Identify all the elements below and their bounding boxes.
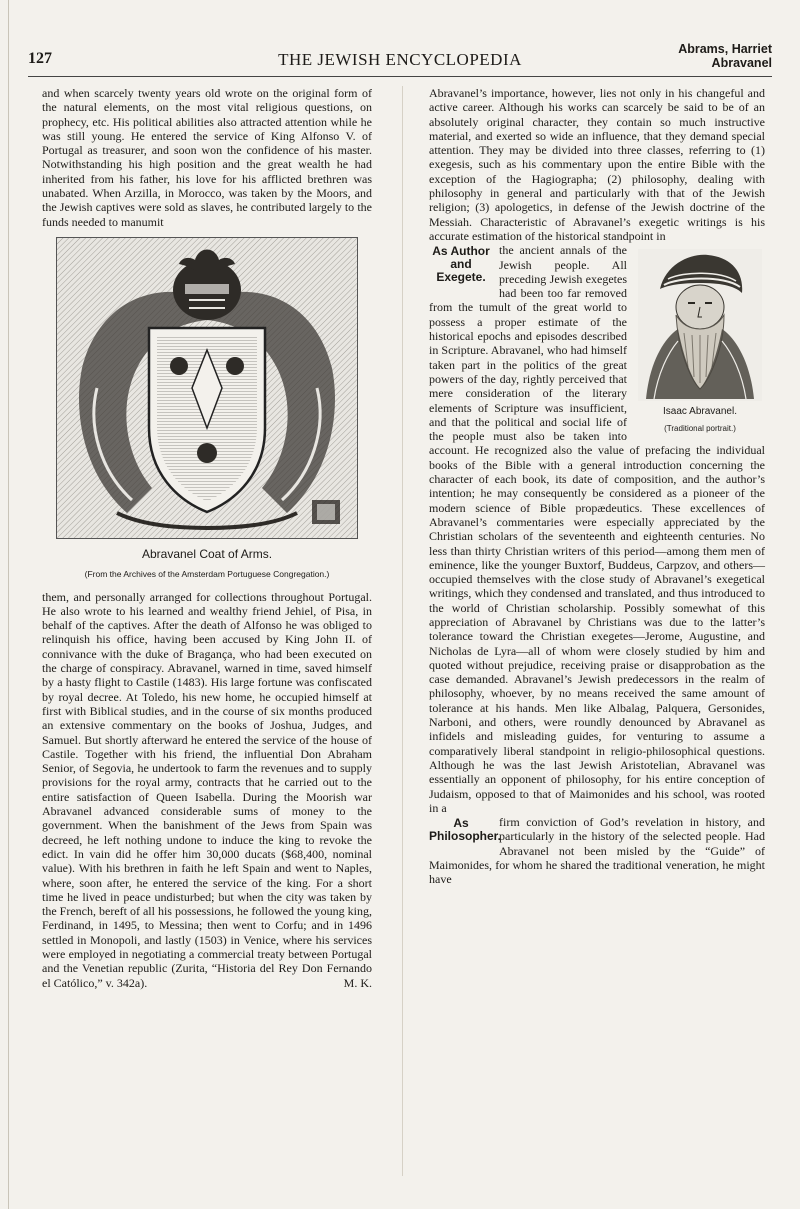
page-header <box>28 38 772 78</box>
header-rule <box>28 76 772 77</box>
author-signature: M. K. <box>343 975 372 990</box>
column-divider <box>402 86 403 1176</box>
coat-of-arms-engraving <box>57 238 357 538</box>
side-heading-philosopher: As Philosopher. <box>429 816 502 844</box>
running-head-second: Abravanel <box>711 56 772 70</box>
right-paragraph-2 <box>429 243 765 815</box>
right-paragraph-3: firm conviction of God’s revelation in history, and particularly in the history of the selected people. Had Abravanel not been misled by the “Guide” of Maimonides, for whom he shared the traditional veneration, he might have <box>429 815 765 887</box>
coat-of-arms-image <box>56 237 358 539</box>
portrait-caption: Isaac Abravanel. <box>663 406 737 418</box>
right-paragraph-2-text: the ancient annals of the Jewish people. All preceding Jewish exegetes had been too far removed from the tumult of the great world to possess a proper estimate of the historical epochs and episodes described in Scripture. Abravanel, who had himself taken part in the politics of the great powers of the day, rightly perceived that mere consideration of the literary elements of Scripture was insufficient, and that the political and social life of the people must also be taken into account. He recognized also the value of prefacing the individual books of the Bible with a general introduction concerning the character of each book, its date of composition, and the author’s intention; he may consequently be considered as a pioneer of the modern science of Bible propædeutics. These excellences of Abravanel’s commentaries were especially appreciated by the Christian scholars of the seventeenth and eighteenth centuries. No less than thirty Christian writers of this period—among them men of eminence, like the younger Buxtorf, Buddeus, Carpzov, and others—occupied themselves with the close study of Abravanel’s exegetical writings, which they condensed and translated, and thus introduced to the world of Christian scholarship. Possibly somewhat of this appreciation of Abravanel by Christians was due to the latter’s tolerance toward the Christian exegetes—Jerome, Augustine, and Nicholas de Lyra—all of whom were closely studied by him and quoted without prejudice, receiving praise or disapprobation as the case demanded. Abravanel’s Jewish predecessors in the realm of philosophy, whoever, by no means received the same amount of tolerance at his hands. Men like Albalag, Palquera, Gersonides, Narboni, and others, were roundly denounced by Abravanel as infidels and misleading guides, for venturing to assume a comparatively liberal standpoint in religio-philosophical questions. Although he was the last Jewish Aristotelian, Abravanel was essentially an opponent of philosophy, for his entire conception of Judaism, opposed to that of Maimonides and his school, was rooted in a <box>429 243 765 815</box>
portrait-credit: (Traditional portrait.) <box>664 423 736 433</box>
coat-of-arms-figure <box>42 237 372 582</box>
page-number: 127 <box>28 50 52 67</box>
left-paragraph-1: and when scarcely twenty years old wrote on the original form of the natural elements, on the most vital religious questions, on prophecy, etc. His political abilities also attracted attention while he was still young. He entered the service of King Alfonso V. of Portugal as treasurer, and soon won the confidence of his master. Notwithstanding his high position and the great wealth he had inherited from his father, his love for his afflicted brethren was unabated. When Arzilla, in Morocco, was taken by the Moors, and the Jewish captives were sold as slaves, he contributed largely to the funds needed to manumit <box>42 86 372 229</box>
coat-of-arms-caption: Abravanel Coat of Arms. <box>141 546 273 561</box>
left-paragraph-2 <box>42 590 372 990</box>
running-head <box>678 42 772 70</box>
page-gutter-line <box>8 0 9 1209</box>
portrait-engraving <box>638 249 762 401</box>
right-column <box>429 86 765 887</box>
right-paragraph-1: Abravanel’s importance, however, lies not only in his changeful and active career. Although his works can scarcely be said to be of an absolutely original character, they contain so much instructive material, and exerted so wide an influence, that they demand special attention. They may be divided into three classes, referring to (1) exegesis, such as his commentary upon the entire Bible with the exception of the Hagiographa; (2) philosophy, dealing with philosophy in general and particularly with that of the Jewish religion; (3) apologetics, in defense of the Jewish doctrine of the Messiah. Characteristic of Abravanel’s exegetic writings is his accurate estimation of the historical standpoint in <box>429 86 765 243</box>
side-heading-author-exegete: As Author and Exegete. <box>432 244 490 285</box>
left-column <box>42 86 372 990</box>
page-title: THE JEWISH ENCYCLOPEDIA <box>278 50 522 69</box>
left-paragraph-2-text: them, and personally arranged for collections throughout Portugal. He also wrote to his learned and wealthy friend Jehiel, of Pisa, in behalf of the captives. After the death of Alfonso he was obliged to relinquish his office, having been accused by King John II. of connivance with the duke of Bragança, who had been executed on the charge of conspiracy. Abravanel, warned in time, saved himself by a hasty flight to Castile (1483). His large fortune was confiscated by royal decree. At Toledo, his new home, he occupied himself at first with Biblical studies, and in the course of six months produced an extensive commentary on the books of Joshua, Judges, and Samuel. But shortly afterward he entered the service of the house of Castile. Together with his friend, the influential Don Abraham Senior, of Segovia, he undertook to farm the revenues and to supply provisions for the royal army, contracts that he carried out to the entire satisfaction of Queen Isabella. During the Moorish war Abravanel advanced considerable sums of money to the government. When the banishment of the Jews from Spain was decreed, he left nothing undone to induce the king to revoke the edict. In vain did he offer him 30,000 ducats ($68,400, nominal value). With his brethren in faith he left Spain and went to Naples, where, soon after, he entered the service of the king. For a short time he lived in peace undisturbed; but when the city was taken by the French, bereft of all his possessions, he followed the young king, Ferdinand, in 1495, to Messina; then went to Corfu; and in 1496 settled in Monopoli, and lastly (1503) in Venice, where his services were employed in negotiating a commercial treaty between Portugal and the Venetian republic (Zurita, “Historia del Rey Don Fernando el Católico,” v. 342a). <box>42 589 372 990</box>
running-head-first: Abrams, Harriet <box>678 42 772 56</box>
portrait-figure <box>635 249 765 436</box>
portrait-image <box>638 249 762 401</box>
coat-of-arms-credit: (From the Archives of the Amsterdam Portuguese Congregation.) <box>84 569 330 580</box>
